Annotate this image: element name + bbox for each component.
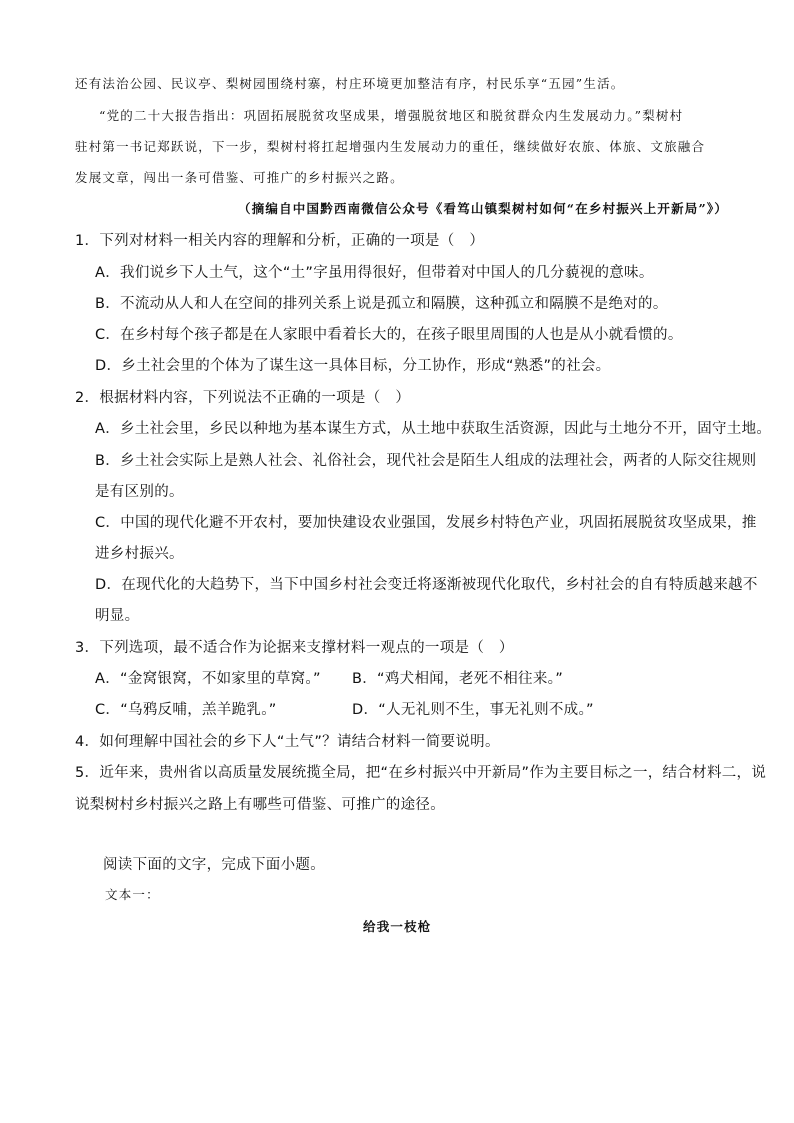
passage-p2-line1: “党的二十大报告指出：巩固拓展脱贫攻坚成果，增强脱贫地区和脱贫群众内生发展动力。”梨树村 [99, 108, 684, 123]
passage-p1-line1: 还有法治公园、民议亭、梨树园围绕村寨，村庄环境更加整洁有序，村民乐享“五园”生活。 [75, 76, 625, 91]
question-2-option-d-line1: D．在现代化的大趋势下，当下中国乡村社会变迁将逐渐被现代化取代，乡村社会的自有特质越来越不 [95, 577, 758, 593]
question-1-option-a: A．我们说乡下人土气，这个“土”字虽用得很好，但带着对中国人的几分藐视的意味。 [95, 265, 654, 281]
question-3-stem: 3．下列选项，最不适合作为论据来支撑材料一观点的一项是（ ） [75, 640, 514, 656]
question-3-option-d: D．“人无礼则不生，事无礼则不成。” [352, 702, 594, 718]
question-1-option-d: D．乡土社会里的个体为了谋生这一具体目标，分工协作，形成“熟悉”的社会。 [95, 358, 611, 374]
article-title: 给我一枝枪 [363, 919, 432, 934]
section-instruction: 阅读下面的文字，完成下面小题。 [103, 857, 325, 873]
question-2-option-d-line2: 明显。 [95, 608, 140, 624]
question-5-line2: 说梨树村乡村振兴之路上有哪些可借鉴、可推广的途径。 [75, 797, 445, 813]
question-3-option-c: C．“乌鸦反哺，羔羊跪乳。” [95, 702, 277, 718]
question-2-option-b-line1: B．乡土社会实际上是熟人社会、礼俗社会，现代社会是陌生人组成的法理社会，两者的人际交往规则 [95, 453, 757, 469]
question-4-stem: 4．如何理解中国社会的乡下人“土气”？请结合材料一简要说明。 [75, 734, 500, 750]
question-2-option-c-line2: 进乡村振兴。 [95, 546, 184, 562]
question-2-option-b-line2: 是有区别的。 [95, 484, 184, 500]
question-1-option-c: C．在乡村每个孩子都是在人家眼中看着长大的，在孩子眼里周围的人也是从小就看惯的。 [95, 327, 683, 343]
passage-p2-line2: 驻村第一书记郑跃说，下一步，梨树村将扛起增强内生发展动力的重任，继续做好农旅、体旅、文旅融合 [75, 139, 706, 154]
question-3-option-a: A．“金窝银窝，不如家里的草窝。” [95, 671, 321, 687]
passage-source: （摘编自中国黔西南微信公众号《看笃山镇梨树村如何“在乡村振兴上开新局”》） [238, 201, 729, 216]
question-3-option-b: B．“鸡犬相闻，老死不相往来。” [352, 671, 564, 687]
passage-p2-line3: 发展文章，闯出一条可借鉴、可推广的乡村振兴之路。 [75, 170, 404, 185]
question-1-stem: 1．下列对材料一相关内容的理解和分析，正确的一项是（ ） [75, 233, 485, 249]
question-5-line1: 5．近年来，贵州省以高质量发展统揽全局，把“在乡村振兴中开新局”作为主要目标之一，结合材料二，说 [75, 765, 767, 781]
question-2-option-c-line1: C．中国的现代化避不开农村，要加快建设农业强国，发展乡村特色产业，巩固拓展脱贫攻坚成果，推 [95, 515, 757, 531]
question-1-option-b: B．不流动从人和人在空间的排列关系上说是孤立和隔膜，这种孤立和隔膜不是绝对的。 [95, 296, 668, 312]
question-2-option-a: A．乡土社会里，乡民以种地为基本谋生方式，从土地中获取生活资源，因此与土地分不开，固守土地。 [95, 421, 772, 437]
question-2-stem: 2．根据材料内容，下列说法不正确的一项是（ ） [75, 390, 411, 406]
text-one-label: 文本一： [105, 887, 160, 902]
